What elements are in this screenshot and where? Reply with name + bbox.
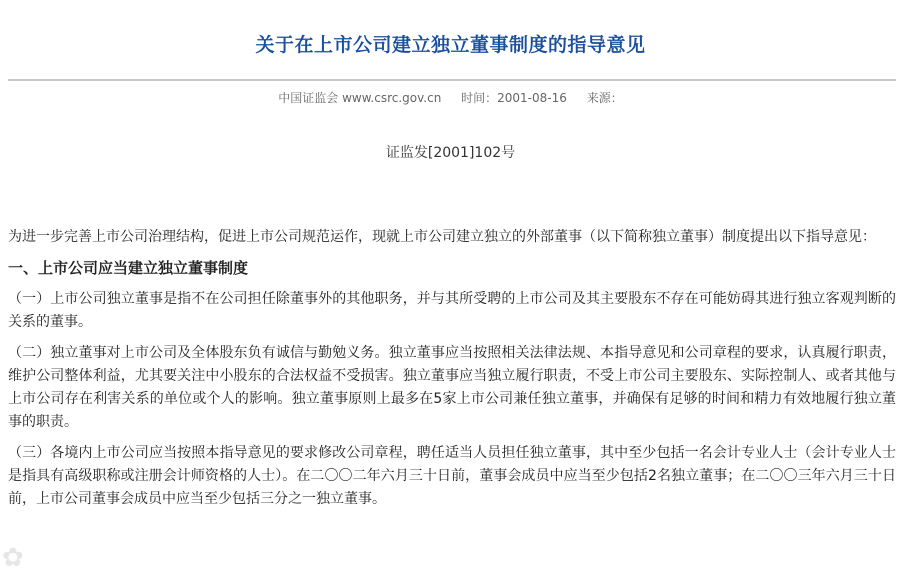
intro-paragraph: 为进一步完善上市公司治理结构，促进上市公司规范运作，现就上市公司建立独立的外部董事（以下简称独立董事）制度提出以下指导意见： xyxy=(8,229,876,245)
article-meta xyxy=(0,89,901,106)
source-label: 来源： xyxy=(586,91,623,105)
article-body xyxy=(8,226,896,519)
page-title: 关于在上市公司建立独立董事制度的指导意见 xyxy=(255,34,646,56)
paragraph-2: （二）独立董事对上市公司及全体股东负有诚信与勤勉义务。独立董事应当按照相关法律法规、本指导意见和公司章程的要求，认真履行职责，维护公司整体利益，尤其要关注中小股东的合法权益不受损害。独立董事应当独立履行职责，不受上市公司主要股东、实际控制人、或者其他与上市公司存在利害关系的单位或个人的影响。独立董事原则上最多在5家上市公司兼任独立董事，并确保有足够的时间和精力有效地履行独立董事的职责。 xyxy=(8,345,896,430)
publish-time: 时间：2001-08-16 xyxy=(461,91,567,105)
document-number: 证监发[2001]102号 xyxy=(385,145,516,161)
source-site: 中国证监会 www.csrc.gov.cn xyxy=(278,91,442,105)
watermark-logo-icon: ✿ xyxy=(2,543,24,573)
section-heading: 一、上市公司应当建立独立董事制度 xyxy=(8,259,249,277)
paragraph-1: （一）上市公司独立董事是指不在公司担任除董事外的其他职务，并与其所受聘的上市公司及其主要股东不存在可能妨碍其进行独立客观判断的关系的董事。 xyxy=(8,291,896,330)
paragraph-3: （三）各境内上市公司应当按照本指导意见的要求修改公司章程，聘任适当人员担任独立董事，其中至少包括一名会计专业人士（会计专业人士是指具有高级职称或注册会计师资格的人士）。在二〇〇二年六月三十日前，董事会成员中应当至少包括2名独立董事；在二〇〇三年六月三十日前，上市公司董事会成员中应当至少包括三分之一独立董事。 xyxy=(8,445,896,507)
title-divider xyxy=(8,79,896,81)
